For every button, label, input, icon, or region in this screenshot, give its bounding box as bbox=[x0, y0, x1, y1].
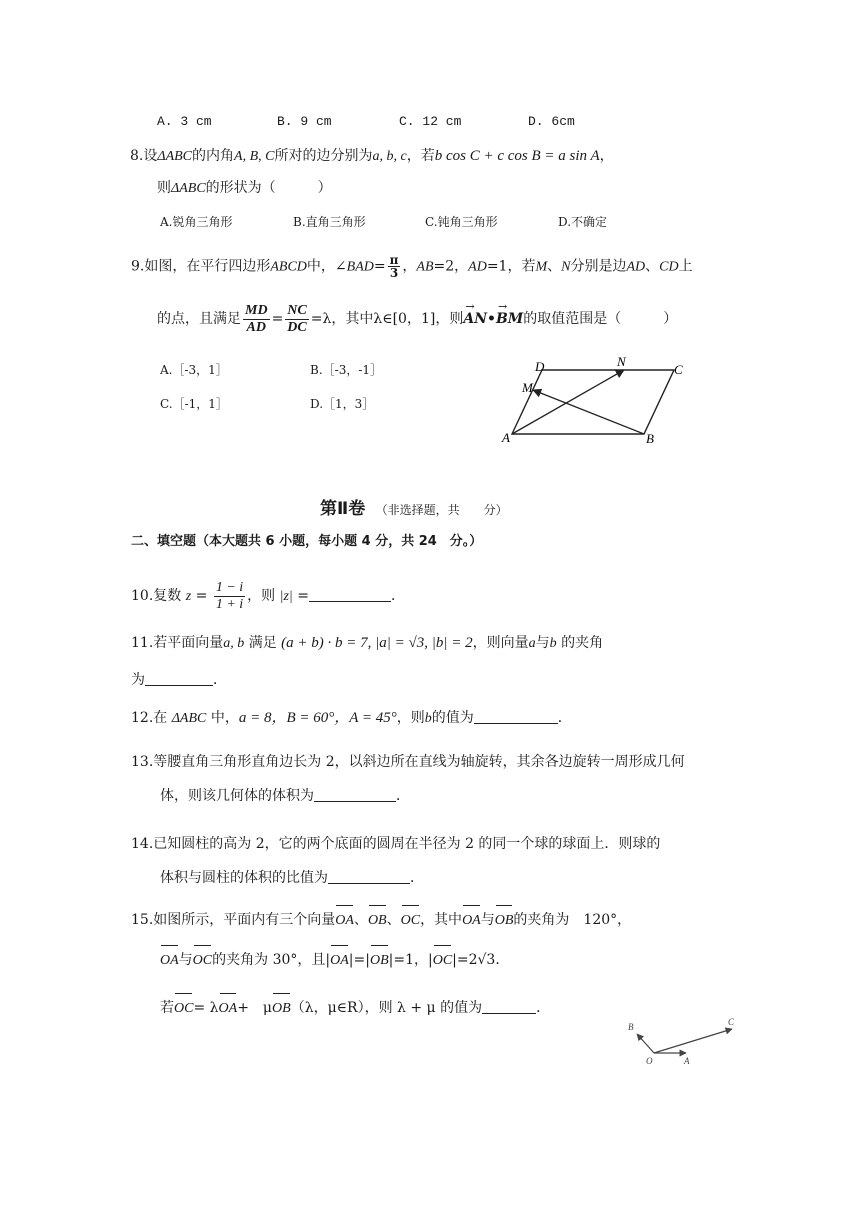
q15-period: ． bbox=[495, 952, 510, 968]
q15-vector-ob: OB bbox=[368, 907, 387, 935]
q15-text: ，其中 bbox=[420, 912, 463, 928]
q9-parallelogram-figure bbox=[500, 354, 700, 448]
part2-title: 第Ⅱ卷 bbox=[320, 499, 366, 519]
q15-vector-figure bbox=[620, 1016, 740, 1070]
q10-answer-blank[interactable] bbox=[309, 587, 391, 602]
q15-line1 bbox=[131, 906, 631, 935]
q9-abcd: ABCD bbox=[270, 259, 307, 275]
q10-abs-z: |z| bbox=[279, 589, 293, 604]
label-m: M bbox=[522, 380, 533, 395]
q11-condition: (a + b) · b = 7, |a| = √3, |b| = 2 bbox=[281, 635, 473, 651]
q15-line2 bbox=[160, 946, 509, 975]
q13-number: 13. bbox=[131, 754, 154, 770]
q11-line2 bbox=[131, 670, 227, 690]
q8-sides: a, b, c bbox=[372, 149, 407, 164]
label-d: D bbox=[535, 359, 545, 374]
q15-text: |=2 bbox=[452, 952, 478, 968]
q14-number: 14. bbox=[131, 836, 154, 852]
q12-period: ． bbox=[557, 710, 572, 726]
q9-option-d: D.［1，3］ bbox=[310, 397, 375, 411]
q13-period: ． bbox=[396, 788, 410, 804]
q8-option-d: D.不确定 bbox=[558, 215, 608, 229]
q15-text: 与 bbox=[178, 952, 193, 968]
q9-ad: AD bbox=[626, 259, 646, 275]
q9-text: 的取值范围是（ ） bbox=[523, 311, 678, 327]
q9-line2 bbox=[157, 302, 677, 336]
q12-text: ，则 bbox=[396, 710, 425, 726]
q15-text: 若 bbox=[160, 1000, 174, 1016]
q9-frac-nc-dc: $\frac{NC}{DC}$ bbox=[287, 302, 307, 335]
q8-text: 的形状为（ ） bbox=[205, 180, 332, 196]
q15-vector-ob: OB bbox=[495, 907, 514, 935]
q11-text: 为 bbox=[131, 672, 145, 688]
q9-cd: CD bbox=[659, 259, 679, 275]
q11-text: 满足 bbox=[248, 635, 277, 651]
q9-number: 9. bbox=[131, 258, 145, 275]
vector-oc-line bbox=[654, 1029, 732, 1053]
part2-title-row bbox=[320, 496, 508, 523]
q7-option-d: D. 6cm bbox=[528, 114, 575, 129]
q11-period: ． bbox=[213, 672, 227, 688]
q15-text: 的夹角为 120°， bbox=[513, 912, 632, 928]
q12-line bbox=[131, 708, 572, 729]
q9-m: M bbox=[535, 259, 548, 275]
q15-text: + μ bbox=[237, 1000, 273, 1016]
q12-answer-blank[interactable] bbox=[474, 709, 558, 724]
q9-text: 的点，且满足 bbox=[157, 311, 241, 327]
q13-line2 bbox=[160, 786, 410, 806]
q11-number: 11. bbox=[131, 635, 154, 651]
q15-vector-oa: OA bbox=[335, 907, 354, 935]
q15-vector-oa: OA bbox=[462, 907, 481, 935]
q14-line1 bbox=[131, 834, 660, 854]
q15-text: = λ bbox=[193, 1000, 219, 1016]
q15-vector-oa: OA bbox=[330, 947, 349, 975]
q11-text: 若平面向量 bbox=[153, 635, 224, 651]
q8-text: 设 bbox=[143, 148, 158, 164]
q12-b: b bbox=[424, 711, 432, 726]
q14-answer-blank[interactable] bbox=[328, 869, 410, 884]
q15-vector-oa: OA bbox=[219, 995, 238, 1023]
part2-subtitle: （非选择题，共 分） bbox=[375, 503, 508, 517]
q13-text: 体，则该几何体的体积为 bbox=[160, 788, 314, 804]
q7-option-a: A. 3 cm bbox=[157, 114, 212, 129]
q9-text: 分别是边 bbox=[570, 258, 627, 275]
q10-period: ． bbox=[390, 588, 405, 604]
q9-text: =1，若 bbox=[486, 258, 536, 275]
q11-vectors: a, b bbox=[223, 636, 245, 651]
q9-ab: AB bbox=[416, 259, 434, 275]
q9-text: =2， bbox=[433, 258, 469, 275]
q14-period: ． bbox=[410, 870, 424, 886]
q9-option-a: A.［-3，1］ bbox=[160, 363, 228, 377]
label-a: A bbox=[684, 1056, 690, 1066]
q8-text: 则 bbox=[157, 180, 171, 196]
q10-number: 10. bbox=[131, 588, 154, 604]
q9-text: 如图，在平行四边形 bbox=[144, 258, 271, 275]
label-a: A bbox=[502, 430, 510, 445]
q10-text: 复数 bbox=[153, 588, 182, 604]
parallelogram-abcd bbox=[512, 370, 674, 434]
q9-text: 、 bbox=[645, 258, 660, 275]
q15-period-end: ． bbox=[536, 1000, 551, 1016]
q11-text: ，则向量 bbox=[472, 635, 529, 651]
q14-line2 bbox=[160, 868, 424, 888]
q11-text: 与 bbox=[535, 635, 550, 651]
q8-option-c: C.钝角三角形 bbox=[425, 215, 498, 229]
q15-text: 与 bbox=[480, 912, 495, 928]
q9-text: = bbox=[271, 311, 284, 327]
q8-text: ，若 bbox=[406, 148, 435, 164]
q12-condition: a = 8，B = 60°，A = 45° bbox=[238, 710, 397, 726]
q15-text: 、 bbox=[386, 912, 401, 928]
q15-vector-oc: OC bbox=[401, 907, 420, 935]
label-c: C bbox=[728, 1017, 735, 1027]
label-c: C bbox=[674, 362, 683, 377]
q7-option-b: B. 9 cm bbox=[277, 114, 332, 129]
q10-text: ，则 bbox=[247, 588, 276, 604]
q10-fraction: $\frac{1 - i}{1 + i}$ bbox=[215, 579, 244, 612]
q9-bad: BAD bbox=[346, 259, 374, 275]
q9-n: N bbox=[561, 259, 571, 275]
q9-text: =λ，其中λ∈[0，1]，则 bbox=[310, 311, 464, 327]
q15-vector-ob: OB bbox=[272, 995, 291, 1023]
q12-triangle: ΔABC bbox=[171, 711, 207, 726]
vector-ob-line bbox=[637, 1034, 654, 1053]
q15-line3 bbox=[160, 994, 550, 1023]
q14-text: 体积与圆柱的体积的比值为 bbox=[160, 870, 328, 886]
q9-text: 中，∠ bbox=[306, 258, 347, 275]
q15-vector-oa: OA bbox=[160, 947, 179, 975]
label-b: B bbox=[646, 431, 654, 446]
q8-equation: b cos C + c cos B = a sin A bbox=[434, 148, 600, 164]
q8-line2 bbox=[157, 178, 332, 199]
q11-vector-b: b bbox=[549, 636, 557, 651]
label-n: N bbox=[617, 354, 626, 369]
q12-text: 的值为 bbox=[431, 710, 474, 726]
q8-line1 bbox=[130, 146, 614, 167]
q11-text: 的夹角 bbox=[561, 635, 604, 651]
q9-frac-md-ad: $\frac{MD}{AD}$ bbox=[245, 302, 268, 335]
label-b: B bbox=[628, 1022, 634, 1032]
q9-vector-an: → AN bbox=[463, 302, 487, 336]
q13-answer-blank[interactable] bbox=[314, 787, 396, 802]
q8-angles: A, B, C bbox=[234, 149, 275, 164]
q15-sqrt3: √3 bbox=[477, 952, 496, 968]
q9-vector-bm: → BM bbox=[496, 302, 523, 336]
q9-text: = bbox=[373, 258, 386, 275]
q7-option-c: C. 12 cm bbox=[399, 114, 462, 129]
q12-number: 12. bbox=[131, 710, 154, 726]
q15-text: 、 bbox=[353, 912, 368, 928]
q8-number: 8. bbox=[130, 148, 144, 164]
q15-text: （λ，μ∈R），则 λ + μ 的值为 bbox=[290, 1000, 483, 1016]
q13-text: 等腰直角三角形直角边长为 2，以斜边所在直线为轴旋转，其余各边旋转一周形成几何 bbox=[153, 754, 685, 770]
q12-text: 在 bbox=[153, 710, 168, 726]
q9-dot: • bbox=[487, 311, 496, 327]
q9-pi-over-3: $\frac{\pi}{3}$ bbox=[389, 253, 399, 280]
q15-answer-blank[interactable] bbox=[482, 999, 536, 1014]
q15-number: 15. bbox=[131, 912, 154, 928]
q9-option-b: B.［-3，-1］ bbox=[310, 363, 383, 377]
q9-text: 、 bbox=[547, 258, 562, 275]
q15-vector-oc: OC bbox=[174, 995, 193, 1023]
q8-option-a: A.锐角三角形 bbox=[160, 215, 233, 229]
q8-triangle: ΔABC bbox=[157, 149, 193, 164]
q10-line bbox=[131, 577, 405, 616]
q11-line1 bbox=[131, 630, 603, 657]
q9-text: ， bbox=[402, 258, 417, 275]
section2-heading: 二、填空题（本大题共 6 小题，每小题 4 分，共 24 分。） bbox=[131, 534, 483, 549]
q8-option-b: B.直角三角形 bbox=[293, 215, 366, 229]
q15-text: |=1，| bbox=[388, 952, 433, 968]
q8-text: 所对的边分别为 bbox=[274, 148, 373, 164]
q10-text: = bbox=[195, 588, 208, 604]
label-o: O bbox=[646, 1056, 653, 1066]
q15-text: |=| bbox=[348, 952, 370, 968]
q10-z: z bbox=[185, 589, 192, 604]
q8-text: ， bbox=[599, 148, 614, 164]
q15-text: 的夹角为 30°，且| bbox=[212, 952, 331, 968]
q15-text: 如图所示，平面内有三个向量 bbox=[153, 912, 336, 928]
q12-text: 中， bbox=[210, 710, 239, 726]
q11-answer-blank[interactable] bbox=[145, 671, 213, 686]
q9-line1 bbox=[131, 254, 693, 280]
q13-line1 bbox=[131, 752, 685, 772]
q9-ad: AD bbox=[468, 259, 487, 275]
q9-text: 上 bbox=[678, 258, 693, 275]
q10-text: = bbox=[297, 588, 309, 604]
q14-text: 已知圆柱的高为 2，它的两个底面的圆周在半径为 2 的同一个球的球面上．则球的 bbox=[153, 836, 661, 852]
q11-vector-a: a bbox=[528, 636, 536, 651]
q8-text: 的内角 bbox=[192, 148, 235, 164]
q15-vector-oc: OC bbox=[433, 947, 452, 975]
q15-vector-ob: OB bbox=[370, 947, 389, 975]
q15-vector-oc: OC bbox=[193, 947, 212, 975]
q8-triangle: ΔABC bbox=[171, 181, 206, 196]
q9-option-c: C.［-1，1］ bbox=[160, 397, 228, 411]
